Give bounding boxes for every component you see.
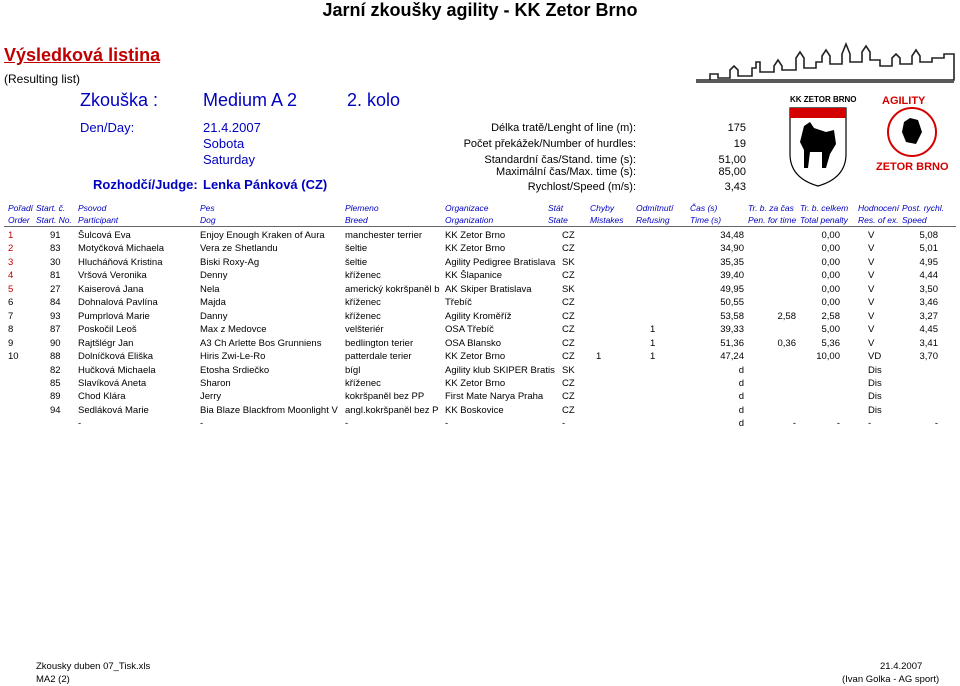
speed-label: Rychlost/Speed (m/s): [527, 181, 636, 193]
cell-org: Agility Kroměříž [445, 310, 512, 322]
cell-breed: manchester terrier [345, 230, 423, 241]
cell-speed: 3,50 [919, 283, 938, 295]
table-row [0, 324, 960, 338]
column-header-cz: Post. rychl. [902, 203, 945, 213]
cell-dog: Denny [200, 270, 228, 282]
table-row [0, 391, 960, 405]
cell-handler: Hučková Michaela [78, 364, 156, 376]
cell-order: 8 [8, 324, 14, 336]
cell-breed: patterdale terier [345, 351, 412, 363]
cell-org: First Mate Narya Praha [445, 391, 544, 403]
day-label: Den/Day: [80, 120, 135, 135]
cell-handler: Slavíková Aneta [78, 377, 147, 389]
cell-state: CZ [562, 243, 575, 255]
column-header-cz: Čas (s) [690, 203, 718, 213]
cell-start: 93 [50, 310, 61, 322]
cell-state: SK [562, 283, 575, 295]
max-time-value: 85,00 [718, 166, 746, 178]
cell-order: 10 [8, 351, 19, 363]
column-header-en: Total penalty [800, 215, 848, 225]
cell-org: KK Zetor Brno [445, 230, 506, 241]
max-time-label: Maximální čas/Max. time (s): [496, 166, 636, 178]
cell-org: KK Šlapanice [445, 270, 503, 282]
cell-state: SK [562, 256, 575, 268]
cell-order: 2 [8, 243, 14, 255]
column-header-cz: Plemeno [345, 203, 379, 213]
table-row [0, 257, 960, 271]
cell-dog: Biski Roxy-Ag [200, 256, 260, 268]
cell-dog: Max z Medovce [200, 324, 267, 336]
cell-result: VD [868, 351, 882, 363]
dog-head-icon [902, 118, 922, 144]
cell-pen-time: 0,36 [777, 337, 796, 349]
cell-speed: 3,27 [919, 310, 938, 322]
cell-result: V [868, 297, 875, 309]
cell-result: V [868, 230, 875, 241]
speed-value: 3,43 [724, 181, 746, 193]
cell-result: - [868, 418, 872, 430]
column-header-cz: Psovod [78, 203, 107, 213]
cell-handler: Dohnalová Pavlína [78, 297, 158, 309]
footer-author: (Ivan Golka - AG sport) [842, 674, 940, 685]
cell-total: 0,00 [821, 243, 840, 255]
cell-handler: Motyčková Michaela [78, 243, 165, 255]
cell-handler: Kaiserová Jana [78, 283, 144, 295]
cell-order: 7 [8, 310, 14, 322]
cell-start: 85 [50, 377, 61, 389]
cell-handler: Rajtšlégr Jan [78, 337, 134, 349]
table-row [0, 351, 960, 365]
cell-breed: kříženec [345, 297, 381, 309]
cell-dog: A3 Ch Arlette Bos Grunniens [200, 337, 322, 349]
cell-handler: Chod Klára [78, 391, 126, 403]
results-subtitle: (Resulting list) [4, 72, 81, 86]
cell-mistakes: 1 [596, 351, 602, 363]
cell-result: V [868, 283, 875, 295]
cell-order: 9 [8, 337, 14, 349]
cell-result: Dis [868, 377, 882, 389]
cell-speed: 3,70 [919, 351, 938, 363]
column-header-en: Order [8, 215, 30, 225]
cell-total: - [836, 418, 840, 430]
cell-time: 34,90 [720, 243, 744, 255]
cell-time: d [738, 391, 744, 403]
cell-state: CZ [562, 297, 575, 309]
judge-name: Lenka Pánková (CZ) [203, 177, 328, 192]
cell-org: Třebíč [445, 297, 472, 309]
cell-result: V [868, 243, 875, 255]
table-row [0, 297, 960, 311]
cell-start: 81 [50, 270, 61, 282]
cell-start: 89 [50, 391, 61, 403]
cell-breed: šeltie [345, 256, 368, 268]
cell-speed: 4,45 [919, 324, 938, 336]
cell-speed: - [934, 418, 938, 430]
cell-breed: kokršpaněl bez PP [345, 391, 425, 403]
cell-speed: 5,01 [919, 243, 938, 255]
cell-dog: Jerry [200, 391, 222, 403]
city-skyline-icon [696, 40, 956, 84]
cell-handler: Dolníčková Eliška [78, 351, 153, 363]
cell-dog: Danny [200, 310, 228, 322]
cell-dog: Vera ze Shetlandu [200, 243, 278, 255]
column-header-cz: Tr. b. celkem [800, 203, 849, 213]
cell-time: 53,58 [720, 310, 744, 322]
cell-breed: bedlington terier [345, 337, 414, 349]
cell-dog: Enjoy Enough Kraken of Aura [200, 230, 325, 241]
cell-time: d [738, 418, 744, 430]
column-header-cz: Pořadí [8, 203, 34, 213]
page-title: Jarní zkoušky agility - KK Zetor Brno [322, 0, 638, 20]
cell-state: CZ [562, 351, 575, 363]
cell-org: Agility klub SKIPER Bratis [445, 364, 555, 376]
table-row [0, 243, 960, 257]
cell-total: 0,00 [821, 270, 840, 282]
column-header-cz: Start. č. [36, 203, 66, 213]
cell-time: d [738, 364, 744, 376]
cell-time: 47,24 [720, 351, 744, 363]
cell-handler: Pumprlová Marie [78, 310, 150, 322]
table-row [0, 378, 960, 392]
cell-time: 34,48 [720, 230, 744, 241]
cell-state: CZ [562, 391, 575, 403]
cell-start: 90 [50, 337, 61, 349]
cell-start: 91 [50, 230, 61, 241]
cell-refusals: 1 [650, 324, 656, 336]
column-header-en: State [548, 215, 568, 225]
cell-org: AK Skiper Bratislava [445, 283, 532, 295]
cell-state: CZ [562, 404, 575, 416]
results-title: Výsledková listina [4, 45, 161, 65]
cell-refusals: 1 [650, 337, 656, 349]
cell-total: 2,58 [821, 310, 840, 322]
std-time-value: 51,00 [718, 154, 746, 166]
cell-total: 10,00 [816, 351, 840, 363]
cell-handler: Hlucháňová Kristina [78, 256, 163, 268]
course-length-value: 175 [727, 122, 746, 134]
footer-sheet: MA2 (2) [36, 674, 70, 685]
cell-start: 84 [50, 297, 61, 309]
cell-time: 49,95 [720, 283, 744, 295]
exam-round: 2. kolo [347, 90, 401, 110]
cell-state: CZ [562, 230, 575, 241]
cell-handler: Poskočil Leoš [78, 324, 137, 336]
cell-time: 39,33 [720, 324, 744, 336]
column-header-en: Participant [78, 215, 119, 225]
column-header-cz: Stát [548, 203, 564, 213]
exam-category: Medium A 2 [203, 90, 298, 110]
column-header-en: Start. No. [36, 215, 72, 225]
cell-breed: bígl [345, 364, 361, 376]
cell-state: CZ [562, 337, 575, 349]
cell-state: - [562, 418, 566, 430]
cell-pen-time: - [792, 418, 796, 430]
cell-start: 94 [50, 404, 61, 416]
column-header-cz: Chyby [590, 203, 615, 213]
cell-speed: 4,44 [919, 270, 938, 282]
cell-total: 5,00 [821, 324, 840, 336]
cell-start: 87 [50, 324, 61, 336]
table-row [0, 270, 960, 284]
table-row [0, 284, 960, 298]
table-row [0, 338, 960, 352]
cell-result: Dis [868, 364, 882, 376]
exam-date: 21.4.2007 [203, 120, 261, 135]
cell-dog: Etosha Srdiečko [200, 364, 270, 376]
column-header-en: Mistakes [590, 215, 624, 225]
cell-org: OSA Třebíč [445, 324, 494, 336]
column-header-cz: Pes [200, 203, 215, 213]
cell-org: Agility Pedigree Bratislava [445, 256, 556, 268]
cell-time: 35,35 [720, 256, 744, 268]
header-divider [4, 226, 956, 227]
cell-dog: Majda [200, 297, 226, 309]
cell-breed: kříženec [345, 310, 381, 322]
cell-order: 3 [8, 256, 14, 268]
cell-dog: Sharon [200, 377, 231, 389]
logo-agility-text: AGILITY [882, 95, 926, 107]
cell-result: Dis [868, 404, 882, 416]
course-length-label: Délka tratě/Lenght of line (m): [491, 122, 636, 134]
cell-order: 6 [8, 297, 14, 309]
cell-breed: angl.kokršpaněl bez P [345, 404, 439, 416]
cell-speed: 4,95 [919, 256, 938, 268]
table-row [0, 418, 960, 432]
cell-result: V [868, 310, 875, 322]
cell-refusals: 1 [650, 351, 656, 363]
column-header-en: Res. of ex. [858, 215, 899, 225]
cell-breed: americký kokršpaněl b [345, 283, 440, 295]
cell-order: 1 [8, 230, 14, 241]
column-header-en: Pen. for time [748, 215, 797, 225]
cell-state: SK [562, 364, 575, 376]
cell-breed: - [345, 418, 349, 430]
cell-org: KK Zetor Brno [445, 351, 506, 363]
cell-dog: Nela [200, 283, 220, 295]
cell-org: OSA Blansko [445, 337, 501, 349]
column-header-en: Breed [345, 215, 368, 225]
cell-breed: kříženec [345, 270, 381, 282]
cell-total: 0,00 [821, 230, 840, 241]
day-cz: Sobota [203, 136, 245, 151]
club-logo [786, 92, 950, 188]
column-header-cz: Tr. b. za čas [748, 203, 794, 213]
logo-zetor-text: ZETOR BRNO [876, 161, 949, 173]
cell-state: CZ [562, 324, 575, 336]
hurdles-label: Počet překážek/Number of hurdles: [463, 138, 636, 150]
cell-dog: - [200, 418, 204, 430]
table-row [0, 230, 960, 244]
table-row [0, 405, 960, 419]
cell-speed: 3,41 [919, 337, 938, 349]
cell-state: CZ [562, 310, 575, 322]
cell-start: 83 [50, 243, 61, 255]
cell-total: 0,00 [821, 297, 840, 309]
day-en: Saturday [203, 152, 256, 167]
cell-order: 4 [8, 270, 14, 282]
exam-label: Zkouška : [80, 90, 159, 110]
cell-result: Dis [868, 391, 882, 403]
cell-handler: Sedláková Marie [78, 404, 149, 416]
cell-breed: kříženec [345, 377, 381, 389]
cell-total: 0,00 [821, 256, 840, 268]
cell-org: KK Zetor Brno [445, 243, 506, 255]
std-time-label: Standardní čas/Stand. time (s): [484, 154, 636, 166]
cell-time: 39,40 [720, 270, 744, 282]
cell-result: V [868, 256, 875, 268]
column-header-cz: Odmítnutí [636, 203, 674, 213]
footer-print-date: 21.4.2007 [880, 661, 923, 672]
column-header-en: Organization [445, 215, 494, 225]
column-header-en: Time (s) [690, 215, 722, 225]
judge-label: Rozhodčí/Judge: [93, 177, 198, 192]
cell-dog: Hiris Zwi-Le-Ro [200, 351, 266, 363]
cell-state: CZ [562, 270, 575, 282]
cell-start: 30 [50, 256, 61, 268]
cell-total: 5,36 [821, 337, 840, 349]
table-row [0, 365, 960, 379]
hurdles-value: 19 [733, 138, 746, 150]
footer-file-name: Zkousky duben 07_Tisk.xls [36, 661, 151, 672]
column-header-en: Speed [902, 215, 927, 225]
cell-result: V [868, 337, 875, 349]
cell-time: 50,55 [720, 297, 744, 309]
cell-pen-time: 2,58 [777, 310, 796, 322]
column-header-cz: Hodnocení [858, 203, 900, 213]
cell-handler: Vršová Veronika [78, 270, 147, 282]
cell-order: 5 [8, 283, 14, 295]
cell-org: KK Zetor Brno [445, 377, 506, 389]
cell-start: 82 [50, 364, 61, 376]
cell-speed: 5,08 [919, 230, 938, 241]
cell-breed: velšteriér [345, 324, 384, 336]
column-header-en: Refusing [636, 215, 670, 225]
logo-club-text: KK ZETOR BRNO [790, 95, 857, 104]
cell-dog: Bia Blaze Blackfrom Moonlight V [200, 404, 338, 416]
cell-start: 27 [50, 283, 61, 295]
cell-result: V [868, 324, 875, 336]
table-row [0, 311, 960, 325]
cell-total: 0,00 [821, 283, 840, 295]
cell-handler: Šulcová Eva [78, 230, 131, 241]
cell-result: V [868, 270, 875, 282]
cell-time: d [738, 377, 744, 389]
cell-state: CZ [562, 377, 575, 389]
column-header-cz: Organizace [445, 203, 489, 213]
cell-org: - [445, 418, 449, 430]
cell-handler: - [78, 418, 82, 430]
cell-time: 51,36 [720, 337, 744, 349]
cell-speed: 3,46 [919, 297, 938, 309]
cell-start: 88 [50, 351, 61, 363]
cell-breed: šeltie [345, 243, 368, 255]
column-header-en: Dog [200, 215, 216, 225]
cell-time: d [738, 404, 744, 416]
cell-org: KK Boskovice [445, 404, 504, 416]
